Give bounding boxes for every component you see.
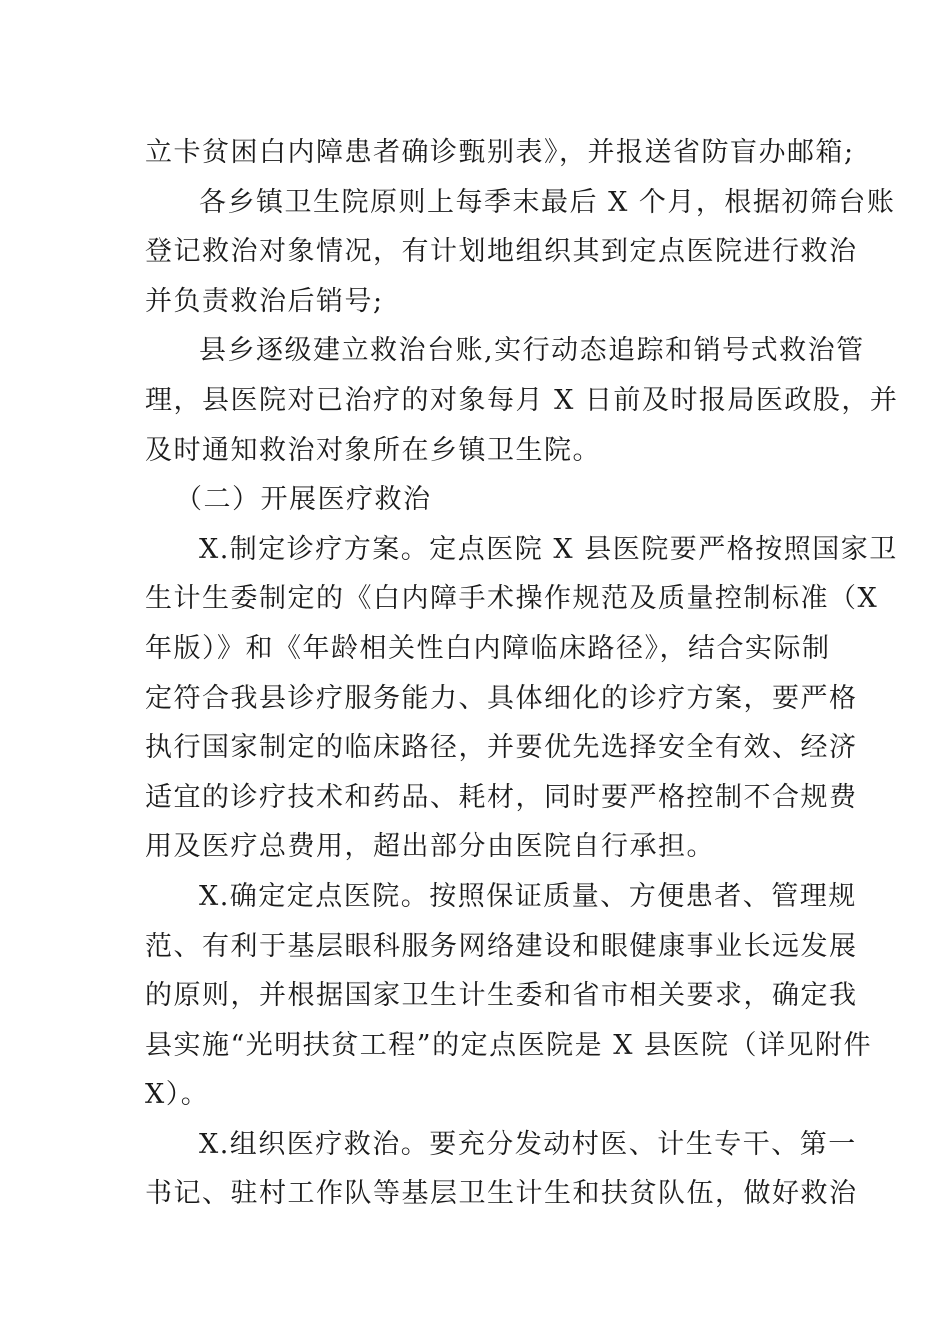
text-line: 县实施“光明扶贫工程”的定点医院是 X 县医院（详见附件 xyxy=(145,1029,872,1061)
text-line: 理，县医院对已治疗的对象每月 X 日前及时报局医政股，并 xyxy=(145,384,899,416)
text-line: 用及医疗总费用，超出部分由医院自行承担。 xyxy=(145,831,715,863)
text-line: 登记救治对象情况，有计划地组织其到定点医院进行救治 xyxy=(145,236,858,268)
text-line: 各乡镇卫生院原则上每季末最后 X 个月，根据初筛台账 xyxy=(199,186,896,218)
text-line: 县乡逐级建立救治台账,实行动态追踪和销号式救治管 xyxy=(199,335,865,367)
text-line: X.确定定点医院。按照保证质量、方便患者、管理规 xyxy=(199,880,857,912)
text-line: 定符合我县诊疗服务能力、具体细化的诊疗方案，要严格 xyxy=(145,682,858,714)
section-heading: （二）开展医疗救治 xyxy=(175,484,432,516)
text-line: X.组织医疗救治。要充分发动村医、计生专干、第一 xyxy=(199,1128,857,1160)
text-line: 书记、驻村工作队等基层卫生计生和扶贫队伍，做好救治 xyxy=(145,1178,858,1210)
body-text xyxy=(145,128,899,1219)
text-line: 生计生委制定的《白内障手术操作规范及质量控制标准（X xyxy=(145,583,879,615)
text-line: X）。 xyxy=(145,1079,210,1111)
text-line: 范、有利于基层眼科服务网络建设和眼健康事业长远发展 xyxy=(145,930,858,962)
text-line: 年版）》和《年龄相关性白内障临床路径》，结合实际制 xyxy=(145,632,831,664)
text-line: 立卡贫困白内障患者确诊甄别表》，并报送省防盲办邮箱; xyxy=(145,137,855,168)
text-line: 执行国家制定的临床路径，并要优先选择安全有效、经济 xyxy=(145,732,858,764)
text-line: 适宜的诊疗技术和药品、耗材，同时要严格控制不合规费 xyxy=(145,781,858,813)
text-line: X.制定诊疗方案。定点医院 X 县医院要严格按照国家卫 xyxy=(199,533,898,565)
text-line: 的原则，并根据国家卫生计生委和省市相关要求，确定我 xyxy=(145,980,858,1012)
text-line: 并负责救治后销号; xyxy=(145,285,384,317)
text-line: 及时通知救治对象所在乡镇卫生院。 xyxy=(145,434,601,466)
